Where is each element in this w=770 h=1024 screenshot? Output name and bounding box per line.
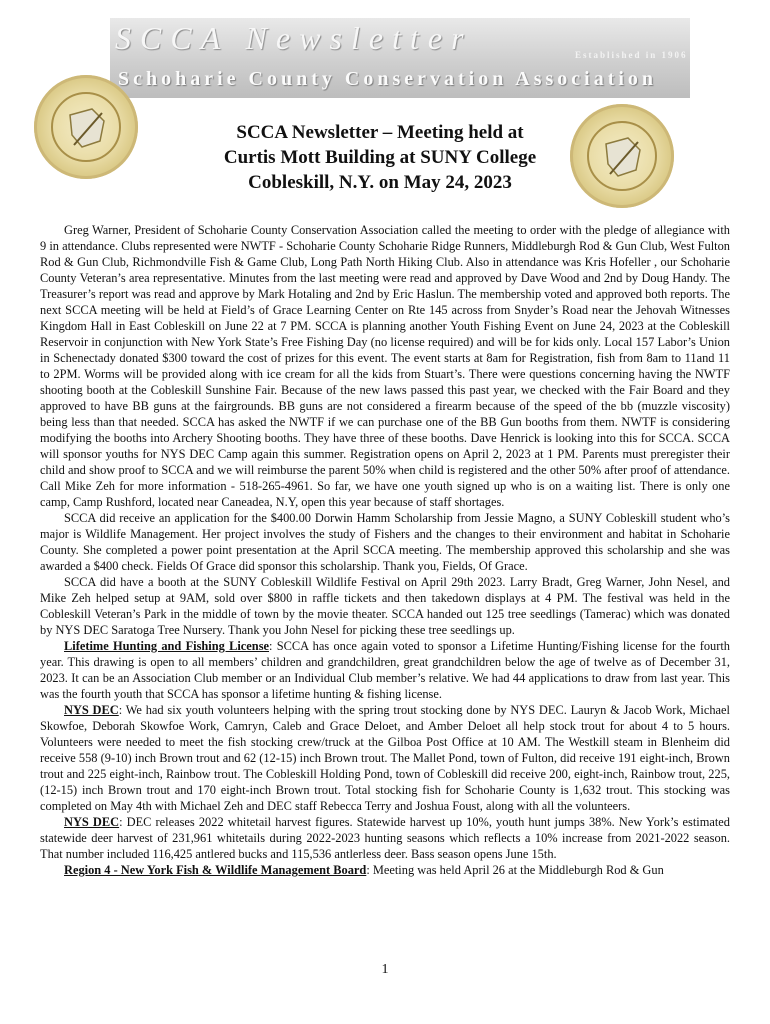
- headline-line-1: SCCA Newsletter – Meeting held at: [236, 122, 524, 143]
- section-text-region-4: : Meeting was held April 26 at the Middleburgh Rod & Gun: [366, 863, 664, 877]
- county-seal-logo-left: [34, 75, 138, 179]
- newsletter-headline: [200, 120, 560, 195]
- masthead-established: Established in 1906: [575, 50, 688, 60]
- paragraph-nys-dec-harvest: [40, 814, 730, 862]
- section-heading-nys-dec-2: NYS DEC: [64, 815, 120, 829]
- section-heading-lifetime-license: Lifetime Hunting and Fishing License: [64, 639, 270, 653]
- paragraph-scholarship: SCCA did receive an application for the $400.00 Dorwin Hamm Scholarship from Jessie Magno, a SUNY Cobleskill student who’s major is Wildlife Management. Her project involves the study of Fishers and the changes to their environment and habitat in Schoharie County. She completed a power point presentation at the April SCCA meeting. The membership approved this scholarship and she was awarded a $400 check. Fields Of Grace did sponsor this scholarship. Thank you, Fields, Of Grace.: [40, 511, 730, 573]
- section-heading-region-4: Region 4 - New York Fish & Wildlife Management Board: [64, 863, 367, 877]
- section-heading-nys-dec-1: NYS DEC: [64, 703, 119, 717]
- headline-line-3: Cobleskill, N.Y. on May 24, 2023: [248, 172, 512, 193]
- section-text-nys-dec-2: : DEC releases 2022 whitetail harvest figures. Statewide harvest up 10%, youth hunt jumps 38%. New York’s estimated statewide deer harvest of 231,961 whitetails during 2022-2023 hunting seasons which reflects a 10% increase from 2021-2022 season. That number included 116,425 antlered bucks and 115,536 antlerless deer. Bass season opens June 15th.: [40, 815, 731, 861]
- section-text-lifetime-license: : SCCA has once again voted to sponsor a Lifetime Hunting/Fishing license for the fourth year. This drawing is open to all members’ children and grandchildren, great grandchildren below the age of twelve as of December 31, 2023. It can be an Association Club member or an Individual Club member’s relative. We had 44 applications to draw from last year. This was the fourth youth that SCCA has sponsor a lifetime hunting & fishing license.: [40, 639, 730, 701]
- article-body: [40, 222, 730, 878]
- paragraph-region-4: [40, 862, 730, 878]
- paragraph-lifetime-license: [40, 638, 730, 702]
- paragraph-wildlife-festival: SCCA did have a booth at the SUNY Cobleskill Wildlife Festival on April 29th 2023. Larry Bradt, Greg Warner, John Nesel, and Mike Zeh helped setup at 9AM, sold over $800 in raffle tickets and then takedown displays at 4 PM. The festival was held in the Cobleskill Veteran’s Park in the middle of town by the movie theater. SCCA handed out 125 tree seedlings (Tamerac) which was donated by NYS DEC Saratoga Tree Nursery. Thank you John Nesel for picking these tree seedlings up.: [40, 575, 730, 637]
- paragraph-meeting-minutes: Greg Warner, President of Schoharie County Conservation Association called the meeting to order with the pledge of allegiance with 9 in attendance. Clubs represented were NWTF - Schoharie County Schoharie Ridge Runners, Middleburgh Rod & Gun Club, West Fulton Rod & Gun Club, Richmondville Fish & Game Club, Long Path North Hiking Club. Also in attendance was Kris Hofeller , our Schoharie County Veteran’s area representative. Minutes from the last meeting were read and approved by Dave Wood and 2nd by Doug Handy. The Treasurer’s report was read and approve by Mark Hotaling and 2nd by Eric Haslun. The membership voted and approved both reports. The next SCCA meeting will be held at Field’s of Grace Learning Center on Rte 145 across from Snyder’s Road near the Jehovah Witnesses Kingdom Hall in East Cobleskill on June 22 at 7 PM. SCCA is planning another Youth Fishing Event on June 24, 2023 at the Cobleskill Reservoir in conjunction with New York State’s Free Fishing Day (no license required) and will be for kids only. Local 157 Labor’s Union in Schenectady donated $300 toward the cost of prizes for this event. The event starts at 8am for Registration, fish from 8am to 11and 11 to 2PM. Worms will be provided along with ice cream for all the kids from Stuart’s. There were questions concerning having the NWTF shooting booth at the Cobleskill Sunshine Fair. Because of the new laws passed this past year, we checked with the Fair Board and they approved to have BB guns at the fairgrounds. BB guns are not considered a firearm because of the speed of the bb (muzzle viscosity) being less than that needed. SCCA has asked the NWTF if we can purchase one of the BB Gun booths from them. NWTF is considering modifying the booths into Archery Shooting booths. They have three of these booths. Dave Henrick is looking into this for SCCA. SCCA will sponsor youths for NYS DEC Camp again this summer. Registration opens on April 2, 2023 at 1 PM. Parents must preregister their child and show proof to SCCA and we will reimburse the parent 50% when child is registered and the other 50% after proof of attendance. Call Mike Zeh for more information - 518-265-4961. So far, we have one youth signed up who is on a waiting list. There is only one camp, Camp Rushford, located near Caneadea, N.Y, open this year because of staff shortages.: [40, 223, 730, 509]
- paragraph-nys-dec-stocking: [40, 702, 730, 814]
- masthead-subtitle: Schoharie County Conservation Association: [118, 68, 658, 90]
- page-number: 1: [381, 962, 389, 977]
- section-text-nys-dec-1: : We had six youth volunteers helping with the spring trout stocking done by NYS DEC. Lauryn & Jacob Work, Michael Skowfoe, Deborah Skowfoe Work, Camryn, Caleb and Grace Deloet, and Amber Deloet all help stock trout for about 4 to 5 hours. Volunteers were needed to meet the fish stocking crew/truck at the Gilboa Post Office at 10 AM. The Westkill steam in Blenheim did receive 558 (9-10) inch Brown trout and 62 (12-15) inch Brown trout. The Mallet Pond, town of Fulton, did receive 191 eight-inch, Brown trout and 225 eight-inch, Rainbow trout. The Cobleskill Holding Pond, town of Cobleskill did receive 200, eight-inch, Rainbow trout, 225, (12-15) inch Brown trout and 170 eight-inch Brown trout. Total stocking fish for Schoharie County is 1,632 trout. This stocking was completed on May 4th with Michael Zeh and DEC staff Rebecca Terry and Joshua Foust, along with all the volunteers.: [40, 703, 730, 813]
- headline-line-2: Curtis Mott Building at SUNY College: [223, 147, 537, 168]
- masthead-title: SCCA Newsletter: [115, 20, 473, 56]
- county-seal-logo-right: [570, 104, 674, 208]
